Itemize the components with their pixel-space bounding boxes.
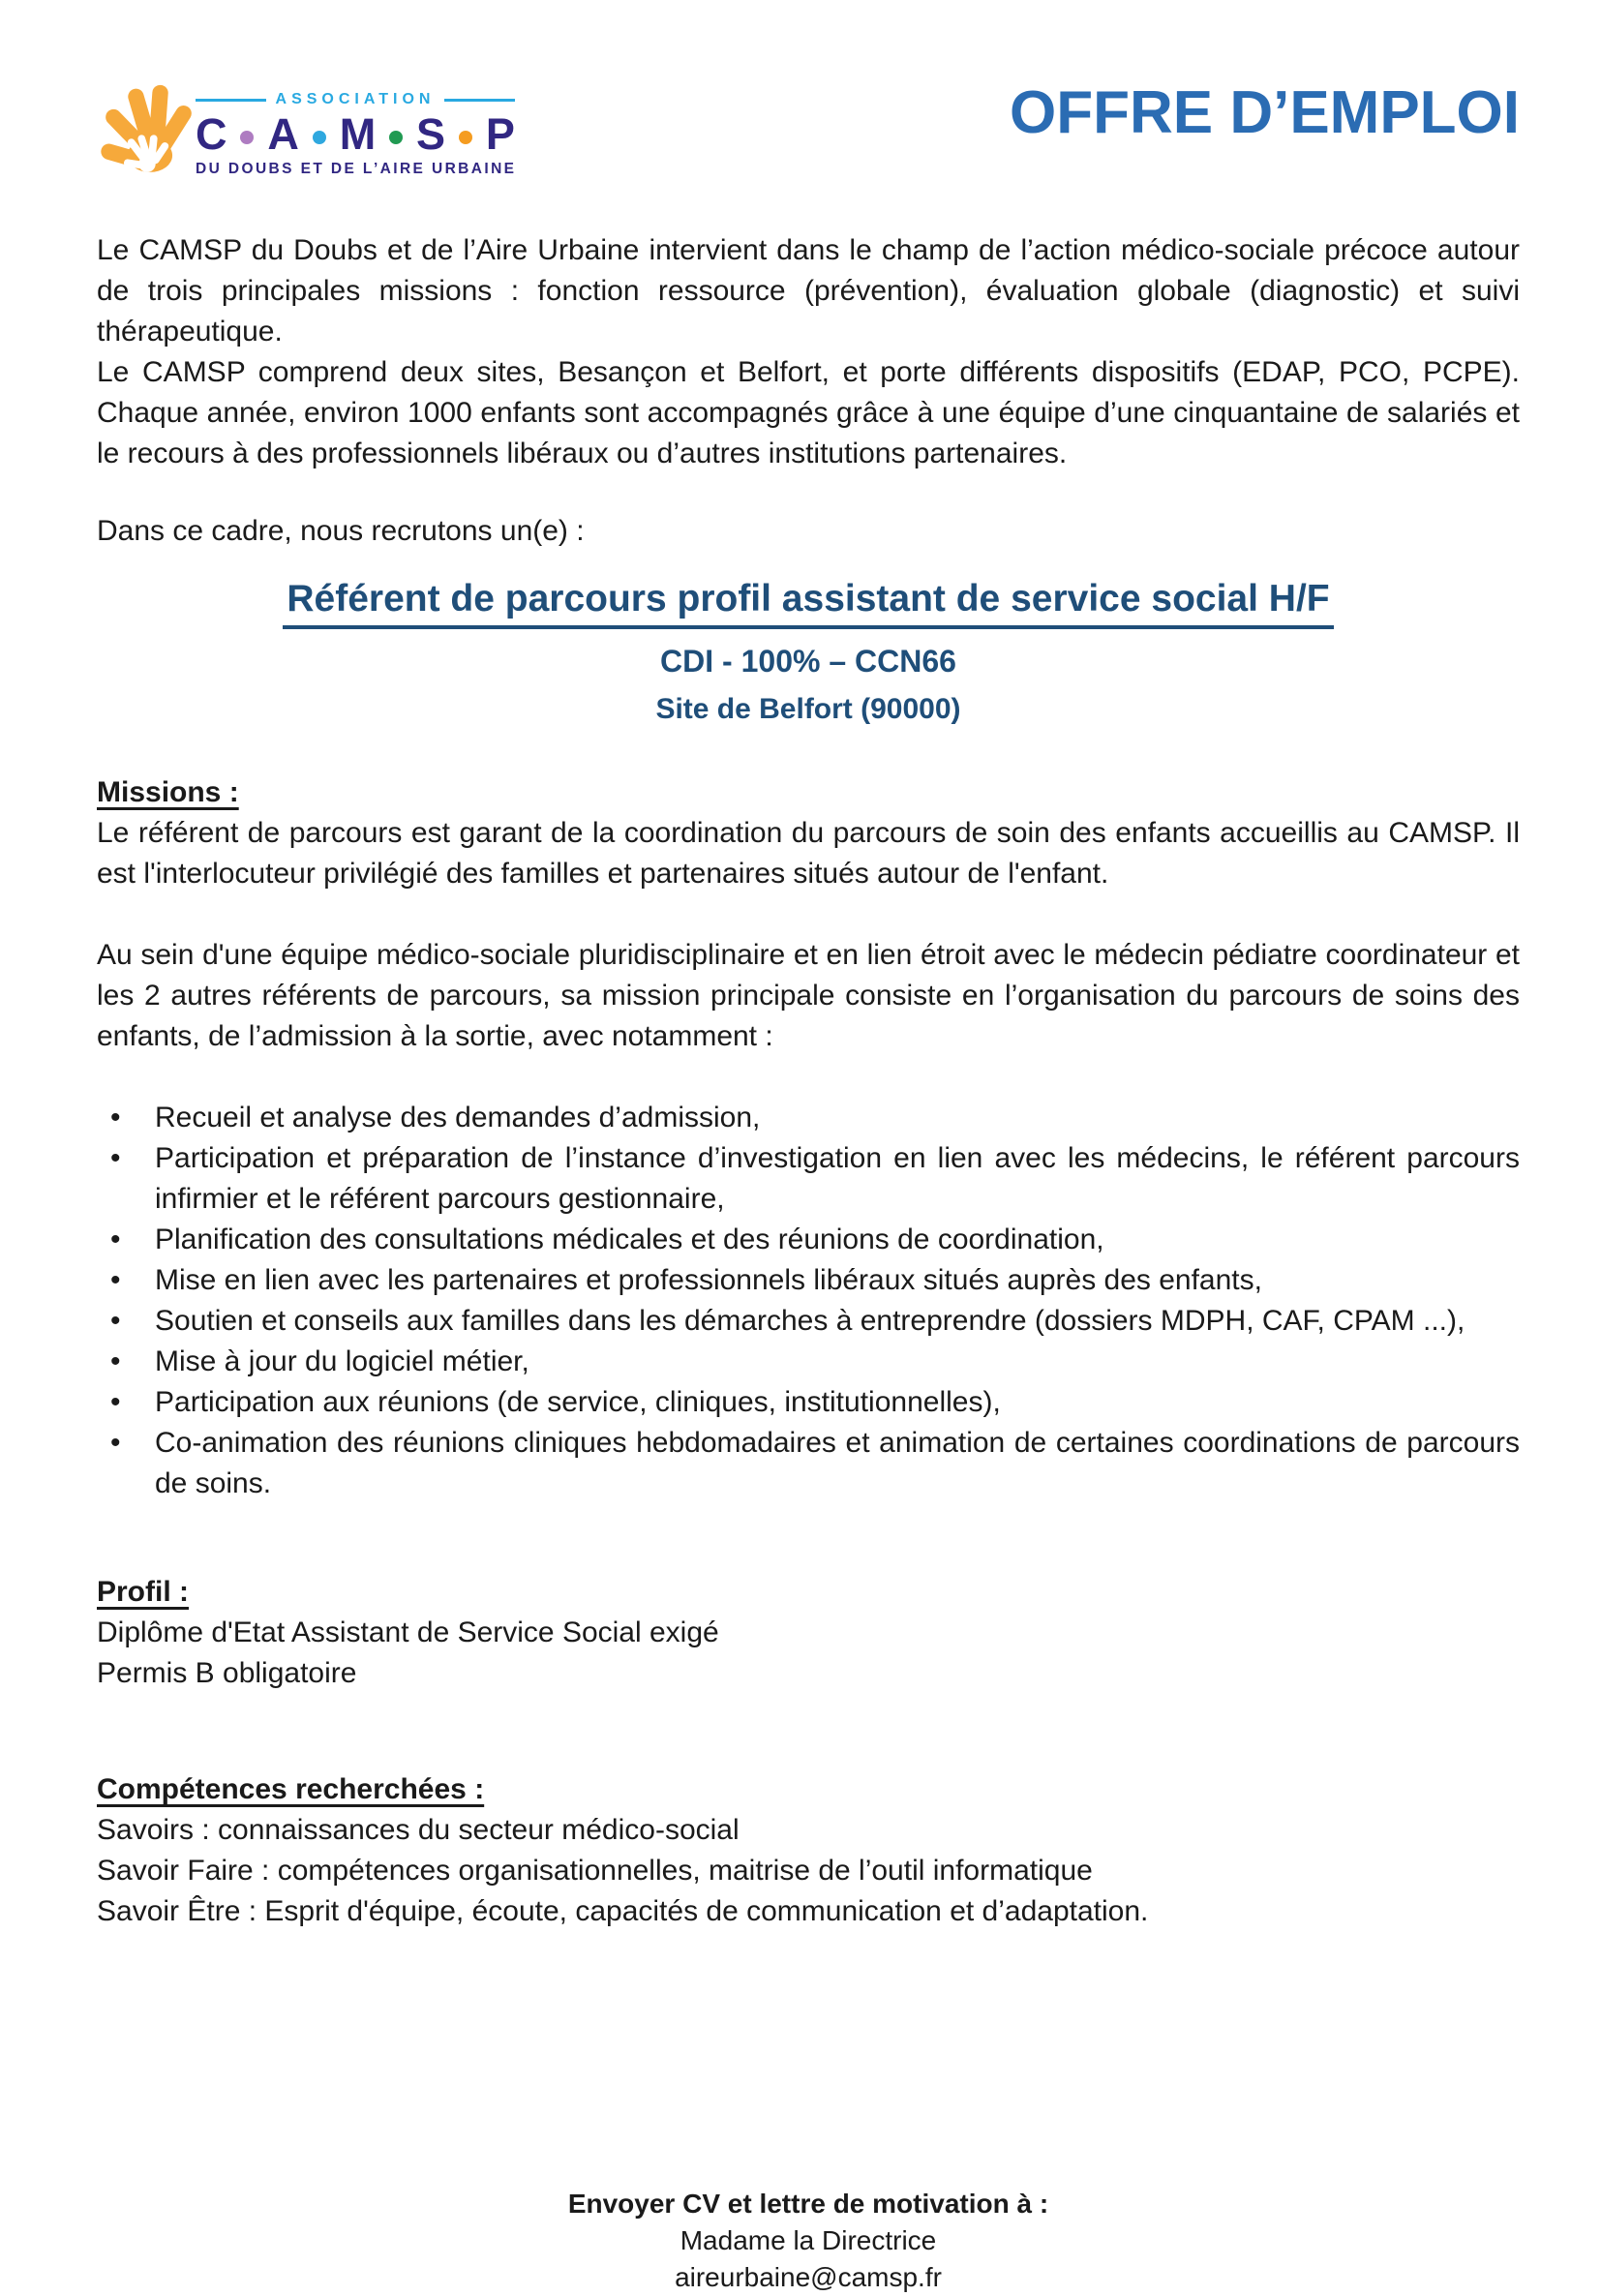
logo-letter: P: [485, 109, 515, 159]
document-body: [97, 230, 1520, 2296]
footer-instruction: Envoyer CV et lettre de motivation à :: [567, 2188, 1049, 2219]
logo-association-row: [196, 91, 515, 108]
logo-dot-blue: [313, 131, 326, 144]
missions-paragraph-1: Le référent de parcours est garant de la coordination du parcours de soin des enfants accueillis au CAMSP. Il est l'interlocuteur privilégié des familles et partenaires situés autour de l'enfant.: [97, 816, 1520, 890]
logo-letter: C: [196, 109, 227, 159]
page-title: OFFRE D’EMPLOI: [1010, 79, 1520, 146]
intro-paragraph-3: Dans ce cadre, nous recrutons un(e) :: [97, 515, 585, 547]
intro-paragraph-2: Le CAMSP comprend deux sites, Besançon et Belfort, et porte différents dispositifs (EDAP, PCO, PCPE). Chaque année, environ 1000 enfants sont accompagnés grâce à une équipe d’une cinquantaine de salariés et le recours à des professionnels libéraux ou d’autres institutions partenaires.: [97, 356, 1520, 469]
logo-association-label: ASSOCIATION: [275, 91, 436, 107]
profil-heading: Profil :: [97, 1575, 189, 1608]
logo-dot-purple: [240, 131, 254, 144]
logo-subtitle: DU DOUBS ET DE L’AIRE URBAINE: [196, 161, 517, 177]
mission-bullet-item: • Soutien et conseils aux familles dans les démarches à entreprendre (dossiers MDPH, CAF, CPAM ...),: [97, 1301, 1520, 1342]
missions-paragraph-2: Au sein d'une équipe médico-sociale pluridisciplinaire et en lien étroit avec le médecin pédiatre coordinateur et les 2 autres référents de parcours, sa mission principale consiste en l’organisation du parcours de soins des enfants, de l’admission à la sortie, avec notamment :: [97, 938, 1520, 1052]
intro-paragraph-1: Le CAMSP du Doubs et de l’Aire Urbaine intervient dans le champ de l’action médico-sociale précoce autour de trois principales missions : fonction ressource (prévention), évaluation globale (diagnostic) et suivi thérapeutique.: [97, 234, 1520, 347]
mission-bullet-item: • Participation et préparation de l’instance d’investigation en lien avec les médecins, le référent parcours infirmier et le référent parcours gestionnaire,: [97, 1138, 1520, 1220]
mission-bullet-item: • Mise en lien avec les partenaires et professionnels libéraux situés auprès des enfants,: [97, 1260, 1520, 1301]
competence-line: Savoir Faire : compétences organisationnelles, maitrise de l’outil informatique: [97, 1854, 1093, 1887]
logo-rule-left: [196, 99, 266, 102]
logo-letter: S: [416, 109, 446, 159]
camsp-logo: [97, 76, 515, 186]
footer-contact-block: [97, 2186, 1520, 2296]
mission-bullet-item: • Co-animation des réunions cliniques hebdomadaires et animation de certaines coordinations de parcours de soins.: [97, 1423, 1520, 1504]
mission-bullet-item: • Participation aux réunions (de service, cliniques, institutionnelles),: [97, 1382, 1520, 1423]
logo-acronym: [196, 109, 515, 159]
logo-dot-orange: [459, 131, 472, 144]
logo-dot-green: [389, 131, 403, 144]
job-title: Référent de parcours profil assistant de service social H/F: [283, 577, 1333, 629]
mission-bullet-item: • Mise à jour du logiciel métier,: [97, 1342, 1520, 1382]
logo-letter: A: [267, 109, 299, 159]
header: [97, 76, 1520, 186]
logo-text: [196, 76, 515, 178]
footer-recipient: Madame la Directrice: [680, 2224, 937, 2255]
job-site: Site de Belfort (90000): [655, 692, 961, 725]
hand-logo-icon: [97, 77, 199, 186]
competence-line: Savoir Être : Esprit d'équipe, écoute, capacités de communication et d’adaptation.: [97, 1894, 1149, 1927]
competences-heading: Compétences recherchées :: [97, 1772, 485, 1805]
footer-email: aireurbaine@camsp.fr: [675, 2261, 942, 2292]
mission-bullet-item: • Planification des consultations médicales et des réunions de coordination,: [97, 1220, 1520, 1260]
profil-line: Permis B obligatoire: [97, 1656, 357, 1689]
missions-bullet-list: [97, 1098, 1520, 1504]
competences-lines: [97, 1810, 1520, 1932]
job-contract: CDI - 100% – CCN66: [660, 643, 956, 679]
mission-bullet-item: • Recueil et analyse des demandes d’admission,: [97, 1098, 1520, 1138]
competence-line: Savoirs : connaissances du secteur médico-social: [97, 1813, 740, 1846]
logo-letter: M: [339, 109, 377, 159]
profil-lines: [97, 1613, 1520, 1694]
profil-line: Diplôme d'Etat Assistant de Service Social exigé: [97, 1616, 719, 1648]
logo-rule-right: [444, 99, 515, 102]
missions-heading: Missions :: [97, 775, 239, 808]
job-heading-block: [97, 577, 1520, 730]
